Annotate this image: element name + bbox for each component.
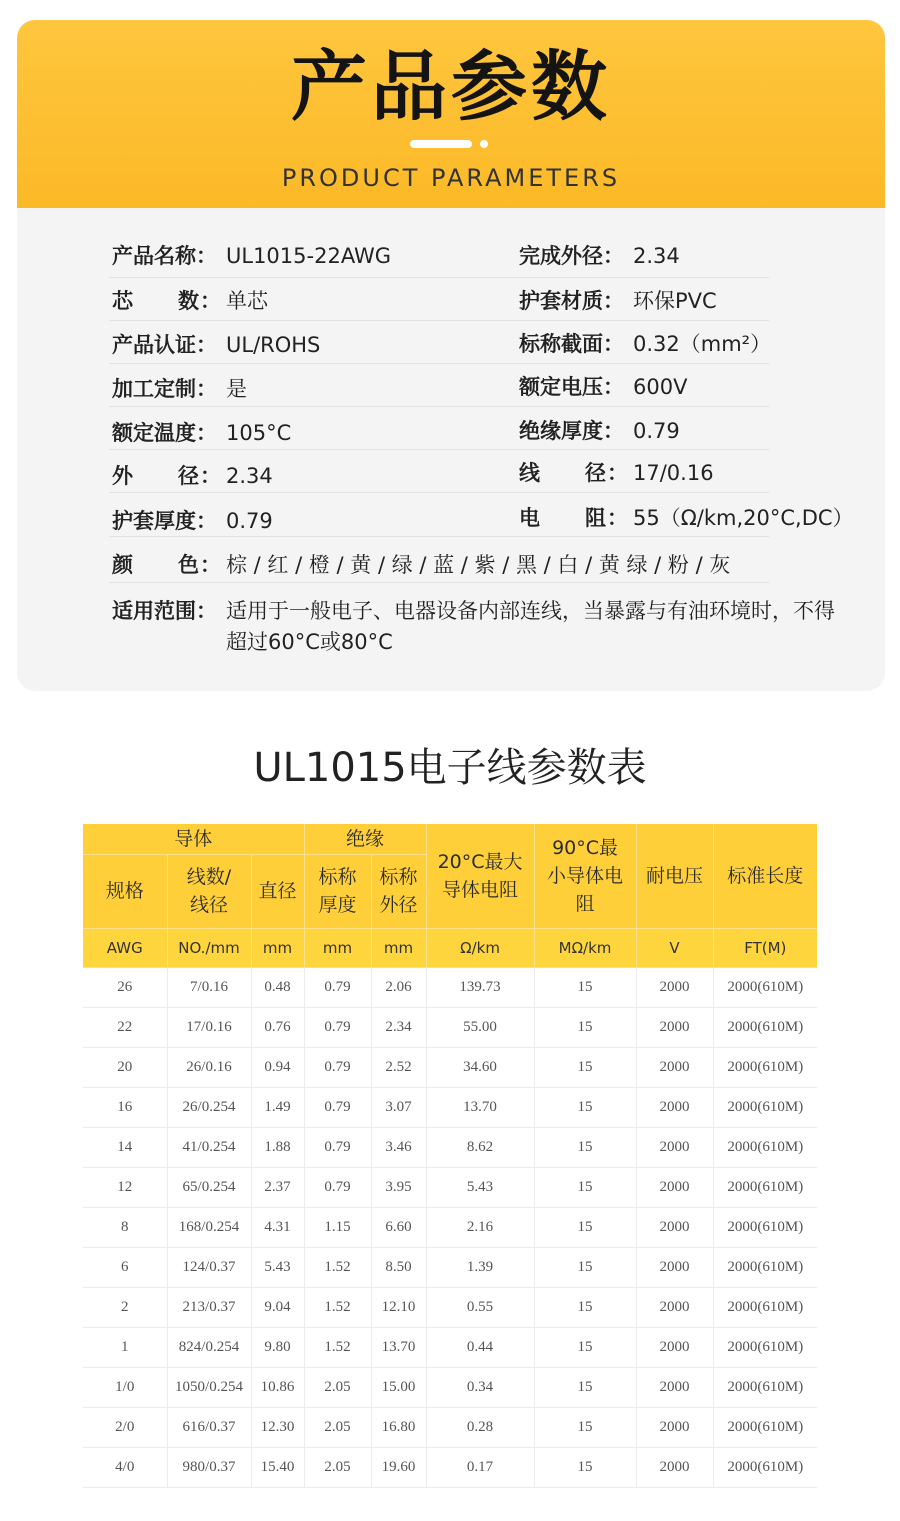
header-strands: 线数/线径 bbox=[167, 854, 251, 928]
spec-outer-diameter bbox=[112, 463, 273, 489]
table-cell: 15 bbox=[534, 1087, 636, 1127]
table-cell: 2000(610M) bbox=[713, 1047, 817, 1087]
product-parameters-card bbox=[17, 20, 885, 691]
page-title: 产品参数 bbox=[291, 42, 611, 131]
spec-label: 产品名称： bbox=[112, 244, 217, 268]
header-length: 标准长度 bbox=[713, 824, 817, 928]
header-nominal-od: 标称外径 bbox=[371, 854, 426, 928]
table-cell: 15 bbox=[534, 1047, 636, 1087]
table-cell: 34.60 bbox=[426, 1047, 534, 1087]
table-cell: 0.79 bbox=[304, 1127, 371, 1167]
table-cell: 2000 bbox=[636, 1207, 713, 1247]
table-cell: 9.80 bbox=[251, 1327, 304, 1367]
table-cell: 15 bbox=[534, 1007, 636, 1047]
table-cell: 15 bbox=[534, 1247, 636, 1287]
table-cell: 6.60 bbox=[371, 1207, 426, 1247]
spec-jacket-thickness bbox=[112, 508, 273, 534]
table-cell: 2 bbox=[83, 1287, 167, 1327]
spec-rated-temperature bbox=[112, 420, 291, 446]
table-cell: 824/0.254 bbox=[167, 1327, 251, 1367]
unit-cell: NO./mm bbox=[167, 928, 251, 967]
table-cell: 1/0 bbox=[83, 1367, 167, 1407]
table-cell: 0.44 bbox=[426, 1327, 534, 1367]
table-cell: 2000 bbox=[636, 1367, 713, 1407]
table-cell: 2000(610M) bbox=[713, 1327, 817, 1367]
table-row bbox=[83, 1007, 817, 1047]
table-cell: 15 bbox=[534, 1287, 636, 1327]
table-row bbox=[83, 1287, 817, 1327]
spec-label: 外 径： bbox=[112, 464, 222, 488]
unit-cell: Ω/km bbox=[426, 928, 534, 967]
table-cell: 15 bbox=[534, 1407, 636, 1447]
table-cell: 12.10 bbox=[371, 1287, 426, 1327]
spec-application-scope bbox=[112, 596, 846, 658]
header-nominal-thickness: 标称厚度 bbox=[304, 854, 371, 928]
table-cell: 616/0.37 bbox=[167, 1407, 251, 1447]
spec-value: 是 bbox=[226, 377, 247, 401]
parameters-table bbox=[83, 824, 817, 1488]
table-cell: 6 bbox=[83, 1247, 167, 1287]
table-cell: 2000(610M) bbox=[713, 1007, 817, 1047]
spec-value: 105°C bbox=[226, 421, 292, 445]
table-cell: 15 bbox=[534, 1127, 636, 1167]
table-cell: 1050/0.254 bbox=[167, 1367, 251, 1407]
table-cell: 10.86 bbox=[251, 1367, 304, 1407]
table-cell: 15 bbox=[534, 1367, 636, 1407]
table-cell: 0.79 bbox=[304, 967, 371, 1007]
table-cell: 213/0.37 bbox=[167, 1287, 251, 1327]
header-resistance-90: 90°C最小导体电阻 bbox=[534, 824, 636, 928]
table-cell: 0.48 bbox=[251, 967, 304, 1007]
table-cell: 15 bbox=[534, 1207, 636, 1247]
table-cell: 26/0.254 bbox=[167, 1087, 251, 1127]
spec-value: 环保PVC bbox=[633, 289, 717, 313]
unit-cell: mm bbox=[304, 928, 371, 967]
spec-rated-voltage bbox=[519, 374, 687, 400]
table-cell: 2000 bbox=[636, 967, 713, 1007]
table-cell: 1.15 bbox=[304, 1207, 371, 1247]
table-cell: 2000(610M) bbox=[713, 967, 817, 1007]
spec-label: 额定温度： bbox=[112, 421, 217, 445]
spec-insulation-thickness bbox=[519, 418, 680, 444]
spec-value: 棕 / 红 / 橙 / 黄 / 绿 / 蓝 / 紫 / 黑 / 白 / 黄 绿 / 粉 / 灰 bbox=[226, 553, 731, 577]
unit-cell: mm bbox=[371, 928, 426, 967]
table-cell: 2000 bbox=[636, 1127, 713, 1167]
table-cell: 15 bbox=[534, 1167, 636, 1207]
spec-product-name bbox=[112, 243, 391, 269]
table-cell: 0.76 bbox=[251, 1007, 304, 1047]
table-row bbox=[83, 1447, 817, 1487]
spec-label: 加工定制： bbox=[112, 377, 217, 401]
table-cell: 2.52 bbox=[371, 1047, 426, 1087]
header-resistance-20: 20°C最大导体电阻 bbox=[426, 824, 534, 928]
table-row bbox=[83, 1127, 817, 1167]
table-row bbox=[83, 1207, 817, 1247]
spec-certification bbox=[112, 332, 320, 358]
table-cell: 13.70 bbox=[371, 1327, 426, 1367]
table-row bbox=[83, 1367, 817, 1407]
table-cell: 2.16 bbox=[426, 1207, 534, 1247]
table-cell: 2000(610M) bbox=[713, 1127, 817, 1167]
spec-label: 线 径： bbox=[519, 461, 629, 485]
table-cell: 2000(610M) bbox=[713, 1447, 817, 1487]
table-cell: 0.79 bbox=[304, 1167, 371, 1207]
table-cell: 2.05 bbox=[304, 1447, 371, 1487]
spec-value: 2.34 bbox=[226, 464, 273, 488]
header-diameter: 直径 bbox=[251, 854, 304, 928]
spec-core-count bbox=[112, 288, 268, 314]
page-subtitle: PRODUCT PARAMETERS bbox=[281, 164, 621, 192]
table-cell: 2000(610M) bbox=[713, 1207, 817, 1247]
table-cell: 0.34 bbox=[426, 1367, 534, 1407]
unit-cell: mm bbox=[251, 928, 304, 967]
table-cell: 16.80 bbox=[371, 1407, 426, 1447]
table-cell: 1.52 bbox=[304, 1287, 371, 1327]
table-cell: 3.95 bbox=[371, 1167, 426, 1207]
table-cell: 2000(610M) bbox=[713, 1087, 817, 1127]
title-divider-dot bbox=[480, 140, 488, 148]
unit-cell: MΩ/km bbox=[534, 928, 636, 967]
table-cell: 0.55 bbox=[426, 1287, 534, 1327]
spec-label: 电 阻： bbox=[519, 506, 629, 530]
table-cell: 22 bbox=[83, 1007, 167, 1047]
table-cell: 1.52 bbox=[304, 1247, 371, 1287]
table-cell: 4/0 bbox=[83, 1447, 167, 1487]
table-cell: 0.94 bbox=[251, 1047, 304, 1087]
table-cell: 9.04 bbox=[251, 1287, 304, 1327]
table-cell: 4.31 bbox=[251, 1207, 304, 1247]
spec-finished-diameter bbox=[519, 243, 680, 269]
table-row bbox=[83, 967, 817, 1007]
table-cell: 15.40 bbox=[251, 1447, 304, 1487]
table-title: UL1015电子线参数表 bbox=[253, 745, 647, 791]
table-cell: 2000 bbox=[636, 1407, 713, 1447]
spec-label: 适用范围： bbox=[112, 599, 217, 623]
table-cell: 2000(610M) bbox=[713, 1367, 817, 1407]
spec-value: 0.32（mm²） bbox=[633, 332, 772, 356]
table-cell: 0.79 bbox=[304, 1047, 371, 1087]
table-cell: 26/0.16 bbox=[167, 1047, 251, 1087]
table-cell: 980/0.37 bbox=[167, 1447, 251, 1487]
table-cell: 2000(610M) bbox=[713, 1407, 817, 1447]
spec-label: 芯 数： bbox=[112, 289, 222, 313]
table-row bbox=[83, 1087, 817, 1127]
table-cell: 15 bbox=[534, 1327, 636, 1367]
table-cell: 16 bbox=[83, 1087, 167, 1127]
spec-wire-gauge bbox=[519, 460, 714, 486]
spec-label: 标称截面： bbox=[519, 332, 624, 356]
table-cell: 2000 bbox=[636, 1447, 713, 1487]
table-cell: 1.49 bbox=[251, 1087, 304, 1127]
spec-value: 55（Ω/km,20°C,DC） bbox=[633, 506, 854, 530]
table-cell: 8.62 bbox=[426, 1127, 534, 1167]
table-cell: 2000 bbox=[636, 1047, 713, 1087]
table-cell: 139.73 bbox=[426, 967, 534, 1007]
table-cell: 15 bbox=[534, 1447, 636, 1487]
table-cell: 7/0.16 bbox=[167, 967, 251, 1007]
unit-cell: AWG bbox=[83, 928, 167, 967]
title-divider-bar bbox=[410, 140, 472, 148]
spec-label: 护套材质： bbox=[519, 289, 624, 313]
spec-value: 0.79 bbox=[226, 509, 273, 533]
table-cell: 2.06 bbox=[371, 967, 426, 1007]
table-cell: 20 bbox=[83, 1047, 167, 1087]
table-cell: 2000 bbox=[636, 1287, 713, 1327]
table-cell: 0.17 bbox=[426, 1447, 534, 1487]
table-cell: 2.37 bbox=[251, 1167, 304, 1207]
header-voltage: 耐电压 bbox=[636, 824, 713, 928]
table-cell: 2000 bbox=[636, 1007, 713, 1047]
table-cell: 14 bbox=[83, 1127, 167, 1167]
table-row bbox=[83, 1167, 817, 1207]
spec-value: 2.34 bbox=[633, 244, 680, 268]
table-cell: 3.46 bbox=[371, 1127, 426, 1167]
table-row bbox=[83, 1407, 817, 1447]
table-cell: 124/0.37 bbox=[167, 1247, 251, 1287]
spec-jacket-material bbox=[519, 288, 717, 314]
table-cell: 1.88 bbox=[251, 1127, 304, 1167]
table-cell: 41/0.254 bbox=[167, 1127, 251, 1167]
spec-value: 单芯 bbox=[226, 289, 268, 313]
table-cell: 5.43 bbox=[426, 1167, 534, 1207]
table-cell: 2.34 bbox=[371, 1007, 426, 1047]
table-cell: 3.07 bbox=[371, 1087, 426, 1127]
table-cell: 2.05 bbox=[304, 1407, 371, 1447]
spec-value: 适用于一般电子、电器设备内部连线，当暴露与有油环境时，不得超过60°C或80°C bbox=[226, 599, 835, 654]
table-cell: 168/0.254 bbox=[167, 1207, 251, 1247]
table-cell: 13.70 bbox=[426, 1087, 534, 1127]
spec-colors bbox=[112, 552, 730, 578]
table-cell: 1.39 bbox=[426, 1247, 534, 1287]
spec-label: 绝缘厚度： bbox=[519, 419, 624, 443]
spec-label: 颜 色： bbox=[112, 553, 222, 577]
table-cell: 2000 bbox=[636, 1167, 713, 1207]
unit-cell: FT(M) bbox=[713, 928, 817, 967]
spec-label: 额定电压： bbox=[519, 375, 624, 399]
table-cell: 1 bbox=[83, 1327, 167, 1367]
table-cell: 19.60 bbox=[371, 1447, 426, 1487]
table-cell: 2000(610M) bbox=[713, 1167, 817, 1207]
spec-cross-section bbox=[519, 331, 771, 357]
table-cell: 2000(610M) bbox=[713, 1287, 817, 1327]
spec-label: 护套厚度： bbox=[112, 509, 217, 533]
table-cell: 8.50 bbox=[371, 1247, 426, 1287]
table-cell: 2000 bbox=[636, 1327, 713, 1367]
spec-customization bbox=[112, 376, 247, 402]
group-header-conductor: 导体 bbox=[83, 824, 304, 854]
table-cell: 15 bbox=[534, 967, 636, 1007]
table-row bbox=[83, 1327, 817, 1367]
table-cell: 2000 bbox=[636, 1247, 713, 1287]
table-cell: 2000(610M) bbox=[713, 1247, 817, 1287]
units-row bbox=[83, 928, 817, 967]
table-cell: 2000 bbox=[636, 1087, 713, 1127]
table-cell: 55.00 bbox=[426, 1007, 534, 1047]
table-cell: 8 bbox=[83, 1207, 167, 1247]
group-header-insulation: 绝缘 bbox=[304, 824, 426, 854]
table-cell: 0.28 bbox=[426, 1407, 534, 1447]
spec-label: 完成外径： bbox=[519, 244, 624, 268]
table-cell: 5.43 bbox=[251, 1247, 304, 1287]
table-cell: 65/0.254 bbox=[167, 1167, 251, 1207]
spec-value: 17/0.16 bbox=[633, 461, 714, 485]
table-cell: 2/0 bbox=[83, 1407, 167, 1447]
card-header bbox=[17, 20, 885, 208]
unit-cell: V bbox=[636, 928, 713, 967]
table-row bbox=[83, 1247, 817, 1287]
spec-resistance bbox=[519, 505, 854, 531]
table-cell: 15.00 bbox=[371, 1367, 426, 1407]
spec-value: UL/ROHS bbox=[226, 333, 321, 357]
spec-label: 产品认证： bbox=[112, 333, 217, 357]
table-cell: 17/0.16 bbox=[167, 1007, 251, 1047]
spec-value: 600V bbox=[633, 375, 688, 399]
table-cell: 12.30 bbox=[251, 1407, 304, 1447]
header-spec: 规格 bbox=[83, 854, 167, 928]
table-cell: 2.05 bbox=[304, 1367, 371, 1407]
table-cell: 26 bbox=[83, 967, 167, 1007]
table-cell: 12 bbox=[83, 1167, 167, 1207]
table-cell: 0.79 bbox=[304, 1007, 371, 1047]
spec-value: UL1015-22AWG bbox=[226, 244, 392, 268]
table-cell: 0.79 bbox=[304, 1087, 371, 1127]
table-cell: 1.52 bbox=[304, 1327, 371, 1367]
table-row bbox=[83, 1047, 817, 1087]
spec-value: 0.79 bbox=[633, 419, 680, 443]
